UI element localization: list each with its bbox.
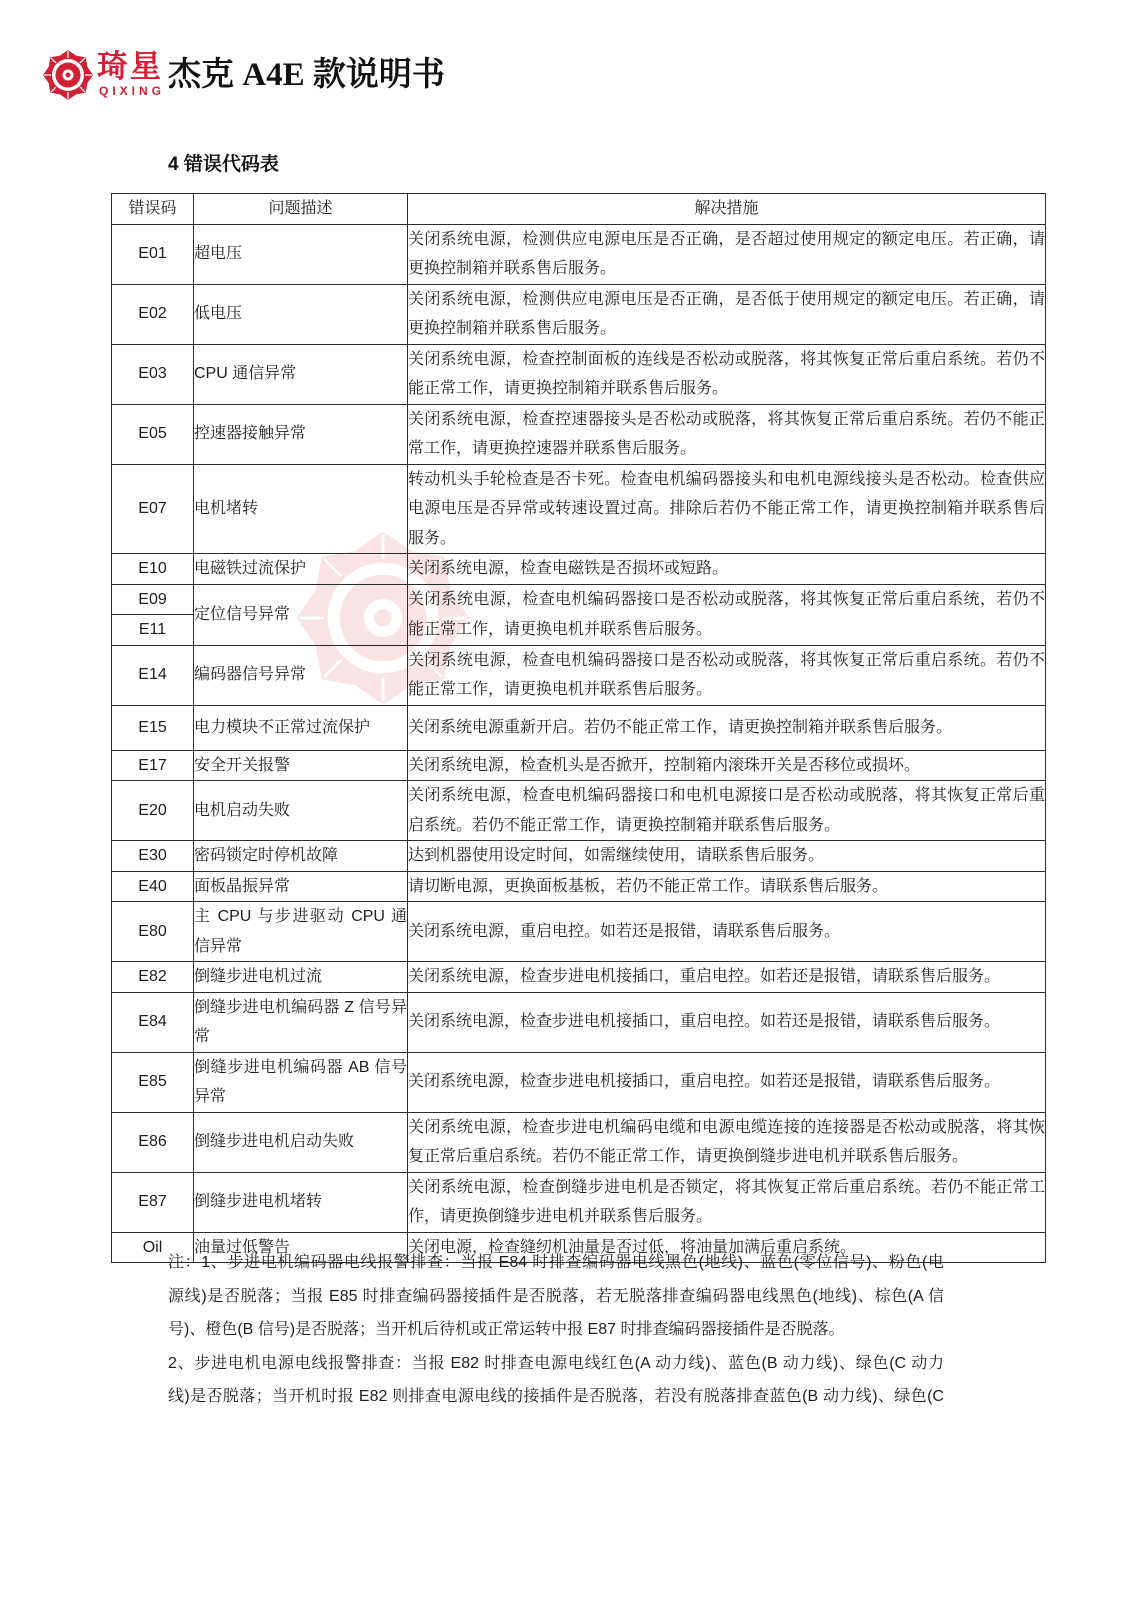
solution-cell: 关闭系统电源，检查电机编码器接口和电机电源接口是否松动或脱落，将其恢复正常后重启系统。若仍不能正常工作，请更换控制箱并联系售后服务。 — [408, 781, 1046, 841]
error-code-table — [111, 193, 1046, 1263]
solution-cell: 关闭系统电源重新开启。若仍不能正常工作，请更换控制箱并联系售后服务。 — [408, 705, 1046, 750]
problem-description-cell: 主 CPU 与步进驱动 CPU 通信异常 — [194, 902, 408, 962]
solution-cell: 关闭系统电源，检查步进电机接插口，重启电控。如若还是报错，请联系售后服务。 — [408, 1052, 1046, 1112]
error-code-cell: E14 — [112, 645, 194, 705]
problem-description-cell: 油量过低警告 — [194, 1232, 408, 1263]
error-code-cell: E07 — [112, 464, 194, 554]
table-row — [112, 871, 1046, 902]
problem-description-cell: 倒缝步进电机过流 — [194, 962, 408, 993]
solution-cell: 关闭系统电源，检查控制面板的连线是否松动或脱落，将其恢复正常后重启系统。若仍不能正常工作，请更换控制箱并联系售后服务。 — [408, 344, 1046, 404]
solution-cell: 请切断电源，更换面板基板，若仍不能正常工作。请联系售后服务。 — [408, 871, 1046, 902]
table-row — [112, 554, 1046, 585]
table-row — [112, 1052, 1046, 1112]
solution-cell: 关闭系统电源，检测供应电源电压是否正确，是否低于使用规定的额定电压。若正确，请更换控制箱并联系售后服务。 — [408, 284, 1046, 344]
section-title: 4 错误代码表 — [168, 154, 279, 175]
column-header-solution: 解决措施 — [408, 194, 1046, 225]
problem-description-cell: 电力模块不正常过流保护 — [194, 705, 408, 750]
solution-cell: 关闭系统电源，检查步进电机接插口，重启电控。如若还是报错，请联系售后服务。 — [408, 992, 1046, 1052]
solution-cell: 关闭系统电源，检查控速器接头是否松动或脱落，将其恢复正常后重启系统。若仍不能正常工作，请更换控速器并联系售后服务。 — [408, 404, 1046, 464]
error-code-cell: E82 — [112, 962, 194, 993]
table-row — [112, 841, 1046, 872]
error-code-cell: E84 — [112, 992, 194, 1052]
error-code-cell: E03 — [112, 344, 194, 404]
table-row — [112, 224, 1046, 284]
table-row — [112, 1232, 1046, 1263]
error-code-cell: E15 — [112, 705, 194, 750]
problem-description-cell: 倒缝步进电机编码器 AB 信号异常 — [194, 1052, 408, 1112]
column-header-problem: 问题描述 — [194, 194, 408, 225]
solution-cell: 关闭系统电源，检查倒缝步进电机是否锁定，将其恢复正常后重启系统。若仍不能正常工作，请更换倒缝步进电机并联系售后服务。 — [408, 1172, 1046, 1232]
problem-description-cell: 低电压 — [194, 284, 408, 344]
table-row — [112, 1172, 1046, 1232]
notes-block — [168, 1246, 944, 1414]
problem-description-cell: 控速器接触异常 — [194, 404, 408, 464]
error-code-cell: E17 — [112, 750, 194, 781]
solution-cell: 关闭系统电源，检查机头是否掀开，控制箱内滚珠开关是否移位或损坏。 — [408, 750, 1046, 781]
error-code-cell: E02 — [112, 284, 194, 344]
solution-cell: 关闭电源，检查缝纫机油量是否过低，将油量加满后重启系统。 — [408, 1232, 1046, 1263]
problem-description-cell: 倒缝步进电机启动失败 — [194, 1112, 408, 1172]
solution-cell: 关闭系统电源，重启电控。如若还是报错，请联系售后服务。 — [408, 902, 1046, 962]
solution-cell: 关闭系统电源，检查步进电机编码电缆和电源电缆连接的连接器是否松动或脱落，将其恢复正常后重启系统。若仍不能正常工作，请更换倒缝步进电机并联系售后服务。 — [408, 1112, 1046, 1172]
table-row — [112, 464, 1046, 554]
table-row — [112, 584, 1046, 615]
error-code-rows — [112, 224, 1046, 1263]
table-row — [112, 750, 1046, 781]
table-row — [112, 645, 1046, 705]
table-row — [112, 284, 1046, 344]
problem-description-cell: 定位信号异常 — [194, 584, 408, 645]
table-row — [112, 344, 1046, 404]
problem-description-cell: 倒缝步进电机编码器 Z 信号异常 — [194, 992, 408, 1052]
table-row — [112, 1112, 1046, 1172]
solution-cell: 关闭系统电源，检查电机编码器接口是否松动或脱落，将其恢复正常后重启系统，若仍不能正常工作，请更换电机并联系售后服务。 — [408, 584, 1046, 645]
problem-description-cell: 电磁铁过流保护 — [194, 554, 408, 585]
solution-cell: 关闭系统电源，检查电磁铁是否损坏或短路。 — [408, 554, 1046, 585]
error-code-cell: E30 — [112, 841, 194, 872]
error-code-cell: E10 — [112, 554, 194, 585]
solution-cell: 关闭系统电源，检测供应电源电压是否正确，是否超过使用规定的额定电压。若正确，请更换控制箱并联系售后服务。 — [408, 224, 1046, 284]
error-code-cell: E20 — [112, 781, 194, 841]
problem-description-cell: 电机堵转 — [194, 464, 408, 554]
table-row — [112, 404, 1046, 464]
solution-cell: 转动机头手轮检查是否卡死。检查电机编码器接头和电机电源线接头是否松动。检查供应电源电压是否异常或转速设置过高。排除后若仍不能正常工作，请更换控制箱并联系售后服务。 — [408, 464, 1046, 554]
note-line: 线)是否脱落；当开机时报 E82 则排查电源电线的接插件是否脱落，若没有脱落排查蓝色(B 动力线)、绿色(C — [168, 1388, 944, 1405]
table-row — [112, 902, 1046, 962]
table-header-row — [112, 194, 1046, 225]
error-code-cell: E86 — [112, 1112, 194, 1172]
note-line: 注：1、步进电机编码器电线报警排查：当报 E84 时排查编码器电线黑色(地线)、蓝色(零位信号)、粉色(电 — [168, 1254, 944, 1271]
qixing-logo-icon — [42, 49, 94, 101]
note-line: 号)、橙色(B 信号)是否脱落；当开机后待机或正常运转中报 E87 时排查编码器接插件是否脱落。 — [168, 1321, 845, 1338]
table-row — [112, 705, 1046, 750]
error-code-cell: E85 — [112, 1052, 194, 1112]
error-code-cell: Oil — [112, 1232, 194, 1263]
error-code-cell: E05 — [112, 404, 194, 464]
error-code-cell: E09 — [112, 584, 194, 615]
brand-name-en: QIXING — [99, 84, 166, 98]
error-code-cell: E01 — [112, 224, 194, 284]
table-row — [112, 992, 1046, 1052]
note-line: 源线)是否脱落；当报 E85 时排查编码器接插件是否脱落，若无脱落排查编码器电线黑色(地线)、棕色(A 信 — [168, 1287, 944, 1305]
manual-title: 杰克 A4E 款说明书 — [168, 57, 445, 93]
solution-cell: 关闭系统电源，检查电机编码器接口是否松动或脱落，将其恢复正常后重启系统。若仍不能正常工作，请更换电机并联系售后服务。 — [408, 645, 1046, 705]
problem-description-cell: 编码器信号异常 — [194, 645, 408, 705]
problem-description-cell: 超电压 — [194, 224, 408, 284]
table-row — [112, 781, 1046, 841]
error-code-cell: E87 — [112, 1172, 194, 1232]
note-line: 2、步进电机电源电线报警排查：当报 E82 时排查电源电线红色(A 动力线)、蓝色(B 动力线)、绿色(C 动力 — [168, 1354, 944, 1372]
problem-description-cell: CPU 通信异常 — [194, 344, 408, 404]
brand-name-cn: 琦星 — [97, 49, 163, 84]
error-code-cell: E80 — [112, 902, 194, 962]
problem-description-cell: 电机启动失败 — [194, 781, 408, 841]
error-code-cell: E40 — [112, 871, 194, 902]
solution-cell: 达到机器使用设定时间，如需继续使用，请联系售后服务。 — [408, 841, 1046, 872]
column-header-code: 错误码 — [112, 194, 194, 225]
solution-cell: 关闭系统电源，检查步进电机接插口，重启电控。如若还是报错，请联系售后服务。 — [408, 962, 1046, 993]
problem-description-cell: 倒缝步进电机堵转 — [194, 1172, 408, 1232]
problem-description-cell: 密码锁定时停机故障 — [194, 841, 408, 872]
error-code-cell: E11 — [112, 615, 194, 646]
problem-description-cell: 面板晶振异常 — [194, 871, 408, 902]
problem-description-cell: 安全开关报警 — [194, 750, 408, 781]
table-row — [112, 962, 1046, 993]
